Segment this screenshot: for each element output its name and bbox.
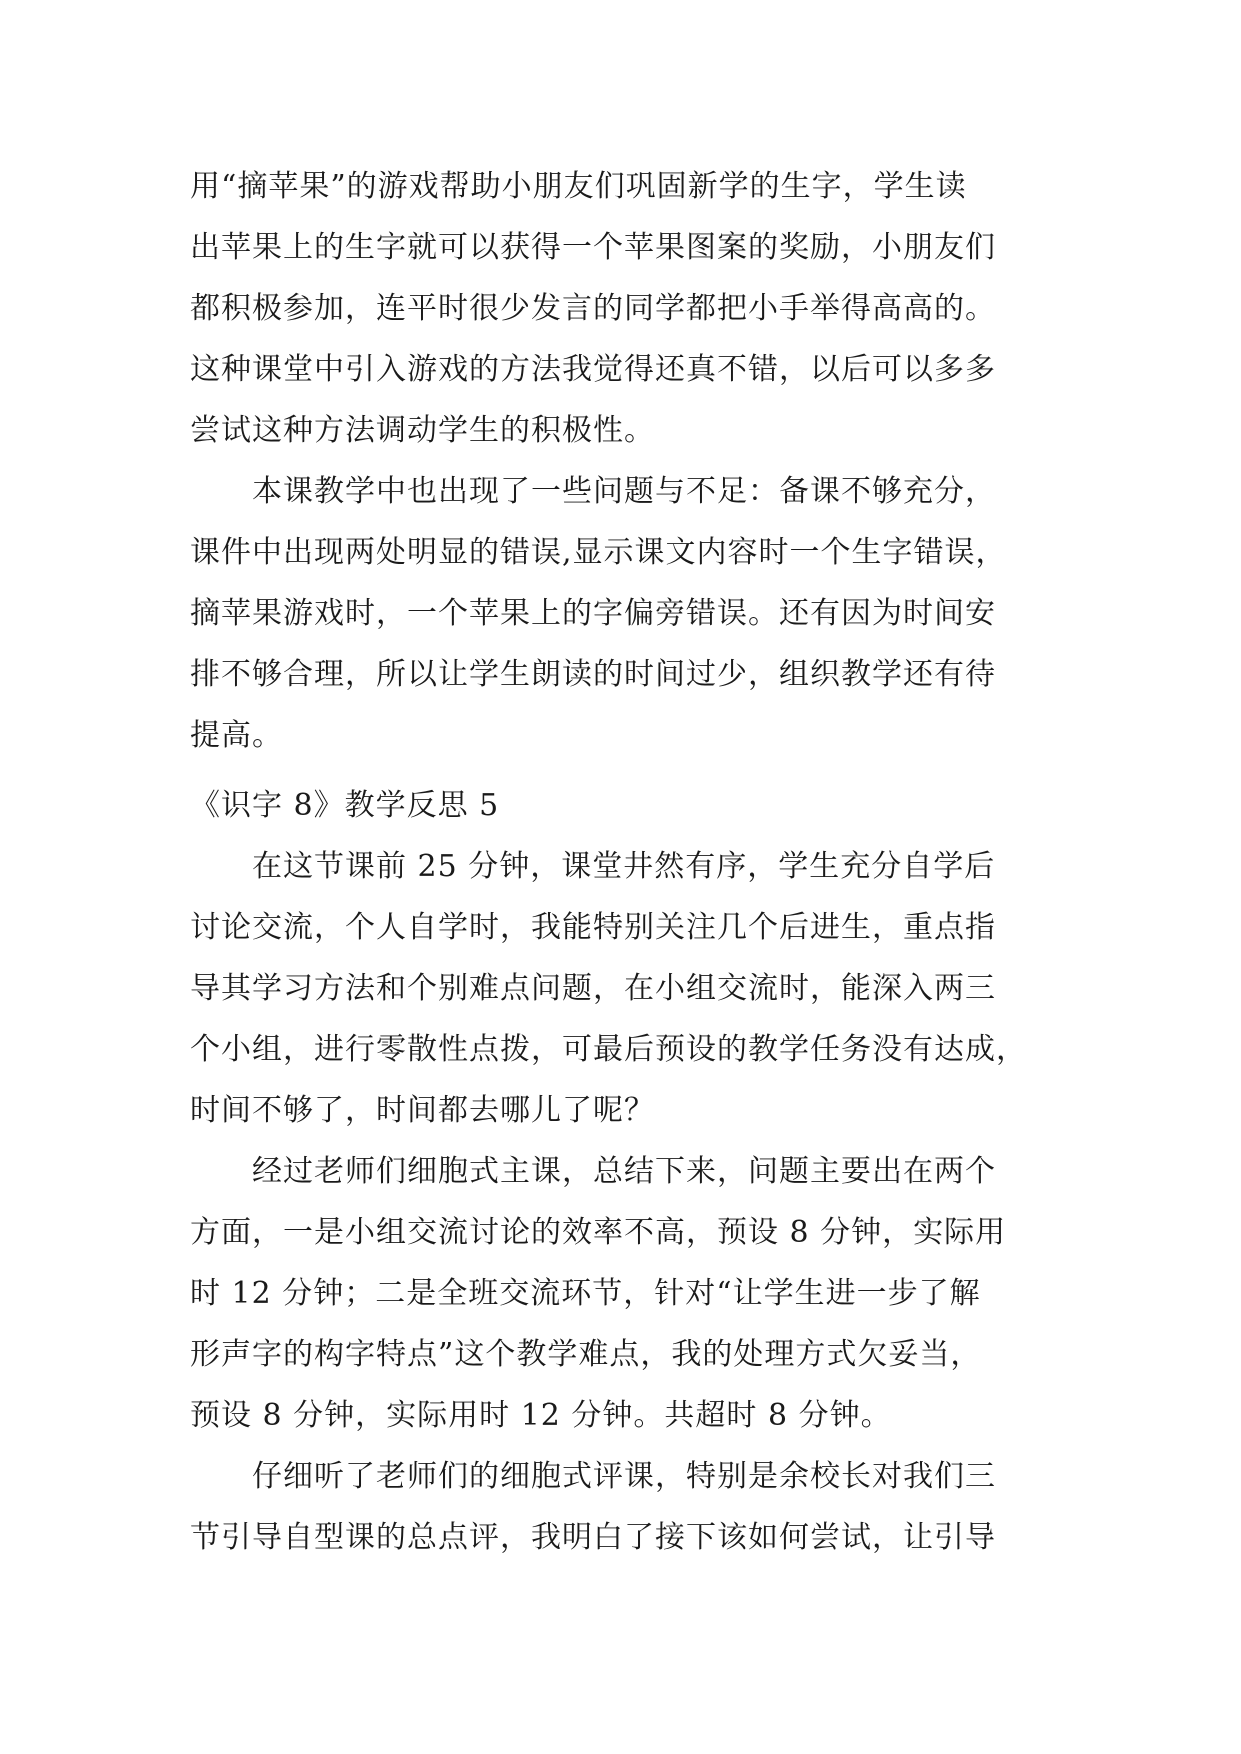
text-line: 本课教学中也出现了一些问题与不足：备课不够充分， <box>190 474 996 509</box>
text-line: 提高。 <box>190 718 283 753</box>
text-line: 讨论交流，个人自学时，我能特别关注几个后进生，重点指 <box>190 910 996 945</box>
text-line: 用“摘苹果”的游戏帮助小朋友们巩固新学的生字，学生读 <box>190 169 967 204</box>
text-line: 节引导自型课的总点评，我明白了接下该如何尝试，让引导 <box>190 1520 996 1555</box>
text-line: 摘苹果游戏时，一个苹果上的字偏旁错误。还有因为时间安 <box>190 596 996 631</box>
text-line: 课件中出现两处明显的错误,显示课文内容时一个生字错误， <box>190 535 1007 570</box>
text-line: 仔细听了老师们的细胞式评课，特别是余校长对我们三 <box>190 1459 996 1494</box>
text-line: 这种课堂中引入游戏的方法我觉得还真不错，以后可以多多 <box>190 352 996 387</box>
text-line: 经过老师们细胞式主课，总结下来，问题主要出在两个 <box>190 1154 996 1189</box>
section1-text <box>190 156 1070 766</box>
text-line: 时间不够了，时间都去哪儿了呢？ <box>190 1093 655 1128</box>
section-heading: 《识字 8》教学反思 5 <box>190 788 500 823</box>
text-line: 时 12 分钟；二是全班交流环节，针对“让学生进一步了解 <box>190 1276 981 1311</box>
text-line: 尝试这种方法调动学生的积极性。 <box>190 413 655 448</box>
text-line: 排不够合理，所以让学生朗读的时间过少，组织教学还有待 <box>190 657 996 692</box>
text-line: 方面，一是小组交流讨论的效率不高，预设 8 分钟，实际用 <box>190 1215 1007 1250</box>
text-line: 形声字的构字特点”这个教学难点，我的处理方式欠妥当， <box>190 1337 982 1372</box>
text-line: 导其学习方法和个别难点问题，在小组交流时，能深入两三 <box>190 971 996 1006</box>
section2-text <box>190 836 1070 1568</box>
text-line: 预设 8 分钟，实际用时 12 分钟。共超时 8 分钟。 <box>190 1398 892 1433</box>
text-line: 出苹果上的生字就可以获得一个苹果图案的奖励，小朋友们 <box>190 230 996 265</box>
text-line: 在这节课前 25 分钟，课堂井然有序，学生充分自学后 <box>190 849 996 884</box>
text-line: 都积极参加，连平时很少发言的同学都把小手举得高高的。 <box>190 291 996 326</box>
text-line: 个小组，进行零散性点拨，可最后预设的教学任务没有达成， <box>190 1032 1027 1067</box>
